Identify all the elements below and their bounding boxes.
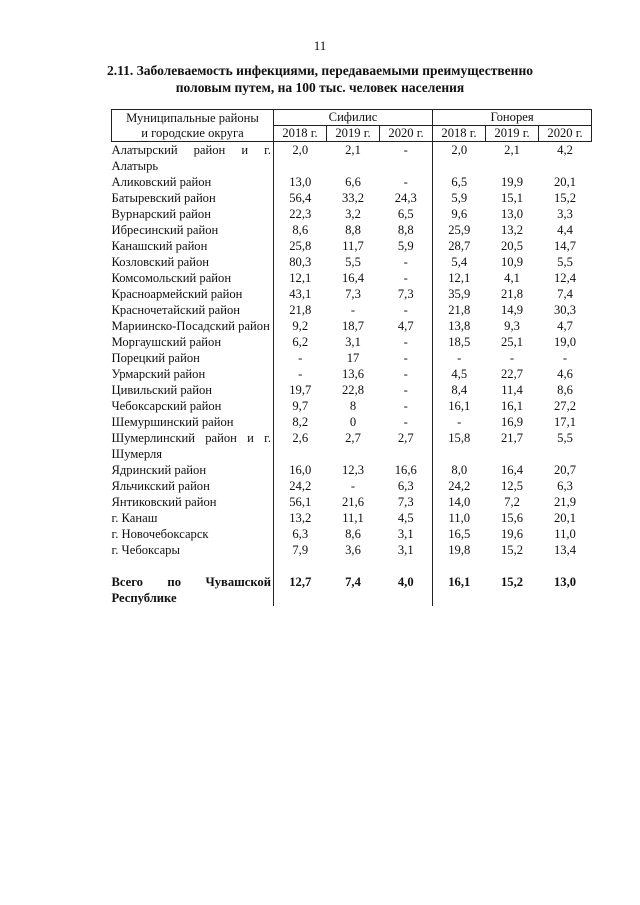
value-cell: 7,4 (557, 287, 573, 301)
district-name: Порецкий район (111, 351, 200, 365)
value-cell: - (274, 366, 327, 382)
title-line-1: 2.11. Заболеваемость инфекциями, передаваемыми преимущественно (107, 63, 533, 78)
value-cell: 2,7 (397, 431, 414, 445)
value-cell: 15,2 (500, 543, 524, 557)
value-cell: 21,8 (274, 302, 327, 318)
value-cell: 25,9 (433, 222, 486, 238)
value-cell: 15,8 (433, 430, 486, 462)
value-cell: 16,4 (500, 463, 524, 477)
value-cell: 2,7 (345, 431, 361, 445)
value-cell: 12,7 (274, 574, 327, 606)
value-cell: 19,7 (274, 382, 327, 398)
district-name: Мариинско-Посадский район (111, 319, 270, 333)
value-cell: 2,0 (274, 142, 327, 175)
district-name: Цивильский район (111, 383, 213, 397)
value-cell: 18,7 (341, 319, 365, 333)
value-cell: 3,3 (557, 207, 573, 221)
value-cell: 43,1 (274, 286, 327, 302)
value-cell: - (403, 303, 408, 317)
value-cell: 11,0 (554, 527, 576, 541)
value-cell: 33,2 (341, 191, 365, 205)
value-cell: 4,7 (557, 319, 573, 333)
value-cell: 16,6 (394, 463, 417, 477)
value-cell: - (350, 479, 356, 493)
district-name: г. Новочебоксарск (111, 527, 209, 541)
value-cell: 13,2 (274, 510, 327, 526)
table-row (112, 142, 592, 175)
value-cell: 21,8 (433, 302, 486, 318)
value-cell: 19,6 (500, 527, 524, 541)
district-name: Урмарский район (111, 367, 206, 381)
table-row (112, 366, 592, 382)
value-cell: 13,0 (274, 174, 327, 190)
value-cell: 24,3 (394, 191, 417, 205)
value-cell: - (403, 335, 408, 349)
spacer-cell (380, 558, 433, 574)
value-cell: 4,2 (557, 143, 573, 157)
value-cell: - (403, 351, 408, 365)
value-cell: 22,3 (274, 206, 327, 222)
value-cell: 8,8 (345, 223, 361, 237)
table-header (112, 110, 592, 142)
table-row (112, 542, 592, 558)
value-cell: 9,6 (433, 206, 486, 222)
value-cell: 25,1 (500, 335, 524, 349)
value-cell: 27,2 (554, 399, 577, 413)
header-year-syphilis-2018: 2018 г. (274, 126, 327, 142)
header-gonorrhea: Гонорея (433, 110, 592, 126)
value-cell: 13,4 (554, 543, 577, 557)
value-cell: 21,7 (500, 431, 524, 445)
header-syphilis: Сифилис (274, 110, 433, 126)
value-cell: 8,2 (274, 414, 327, 430)
value-cell: 15,6 (500, 511, 524, 525)
value-cell: 17,1 (554, 415, 577, 429)
spacer-cell (486, 558, 539, 574)
district-name: Козловский район (111, 255, 209, 269)
value-cell: 9,3 (504, 319, 520, 333)
district-name: Вурнарский район (111, 207, 211, 221)
table-title (100, 62, 540, 96)
value-cell: 7,4 (345, 575, 361, 589)
value-cell: 6,2 (274, 334, 327, 350)
value-cell: 3,1 (397, 527, 414, 541)
value-cell: 2,6 (274, 430, 327, 462)
value-cell: 0 (349, 415, 357, 429)
spacer-cell (539, 558, 592, 574)
value-cell: 12,1 (274, 270, 327, 286)
value-cell: 22,8 (341, 383, 365, 397)
district-name: г. Канаш (111, 511, 158, 525)
value-cell: 5,9 (433, 190, 486, 206)
value-cell: 13,0 (500, 207, 524, 221)
value-cell: - (403, 367, 408, 381)
value-cell: - (274, 350, 327, 366)
spacer-cell (327, 558, 380, 574)
value-cell: 12,3 (341, 463, 365, 477)
header-year-gonorrhea-2020: 2020 г. (539, 126, 592, 142)
page-number: 11 (313, 38, 327, 53)
district-name: Шумерлинский район и г. Шумерля (111, 431, 271, 461)
header-year-gonorrhea-2018: 2018 г. (433, 126, 486, 142)
value-cell: 35,9 (433, 286, 486, 302)
value-cell: 28,7 (433, 238, 486, 254)
value-cell: 19,0 (554, 335, 577, 349)
table-row (112, 382, 592, 398)
value-cell: 4,5 (433, 366, 486, 382)
district-name: Чебоксарский район (111, 399, 222, 413)
value-cell: 4,4 (557, 223, 573, 237)
value-cell: 15,2 (554, 191, 577, 205)
value-cell: 21,8 (500, 287, 524, 301)
table-row (112, 206, 592, 222)
table-row (112, 302, 592, 318)
value-cell: 30,3 (554, 303, 577, 317)
district-name: Моргаушский район (111, 335, 222, 349)
value-cell: 3,1 (397, 543, 414, 557)
value-cell: 6,3 (557, 479, 573, 493)
value-cell: 8,0 (433, 462, 486, 478)
value-cell: 12,5 (500, 479, 524, 493)
value-cell: 6,3 (397, 479, 414, 493)
value-cell: 9,2 (274, 318, 327, 334)
value-cell: 2,1 (504, 143, 520, 157)
value-cell: - (433, 414, 486, 430)
value-cell: 5,5 (557, 255, 573, 269)
district-name: Яльчикский район (111, 479, 210, 493)
district-name: Янтиковский район (111, 495, 217, 509)
spacer-cell (274, 558, 327, 574)
value-cell: 19,9 (500, 175, 524, 189)
value-cell: - (433, 350, 486, 366)
table-row (112, 414, 592, 430)
header-year-gonorrhea-2019: 2019 г. (486, 126, 539, 142)
value-cell: 6,6 (345, 175, 361, 189)
value-cell: 2,1 (345, 143, 361, 157)
value-cell: 13,6 (341, 367, 365, 381)
table-row (112, 254, 592, 270)
value-cell: - (350, 303, 356, 317)
district-name: Алатырский район и г. Алатырь (111, 143, 271, 173)
value-cell: 13,0 (554, 575, 577, 589)
table-row (112, 526, 592, 542)
value-cell: 15,1 (500, 191, 524, 205)
district-name: Аликовский район (111, 175, 212, 189)
value-cell: 16,1 (433, 574, 486, 606)
value-cell: 4,7 (397, 319, 414, 333)
value-cell: 17 (346, 351, 360, 365)
value-cell: - (403, 271, 408, 285)
district-name: Всего по Чувашской Республике (111, 575, 271, 605)
value-cell: 6,5 (397, 207, 414, 221)
value-cell: 56,1 (274, 494, 327, 510)
value-cell: 16,1 (433, 398, 486, 414)
spacer-row (112, 558, 592, 574)
value-cell: 4,1 (504, 271, 520, 285)
district-name: Комсомольский район (111, 271, 232, 285)
table-row (112, 350, 592, 366)
title-line-2: половым путем, на 100 тыс. человек населения (175, 80, 465, 95)
table-row (112, 190, 592, 206)
value-cell: 24,2 (433, 478, 486, 494)
value-cell: 7,9 (274, 542, 327, 558)
value-cell: 24,2 (274, 478, 327, 494)
value-cell: 4,0 (397, 575, 414, 589)
table-row (112, 494, 592, 510)
value-cell: 16,4 (341, 271, 365, 285)
value-cell: 16,5 (433, 526, 486, 542)
spacer-cell (112, 558, 274, 574)
table-row (112, 222, 592, 238)
value-cell: 2,0 (433, 142, 486, 175)
value-cell: 5,9 (397, 239, 414, 253)
table-row (112, 174, 592, 190)
value-cell: 12,4 (554, 271, 577, 285)
value-cell: 6,3 (274, 526, 327, 542)
value-cell: - (403, 399, 408, 413)
value-cell: 3,6 (345, 543, 361, 557)
value-cell: 5,5 (345, 255, 361, 269)
value-cell: 3,1 (345, 335, 361, 349)
header-municipality (112, 110, 274, 142)
table-row (112, 398, 592, 414)
value-cell: 13,2 (500, 223, 524, 237)
value-cell: 6,5 (433, 174, 486, 190)
value-cell: 11,7 (342, 239, 364, 253)
value-cell: 11,4 (501, 383, 523, 397)
value-cell: 22,7 (500, 367, 524, 381)
value-cell: 4,5 (397, 511, 414, 525)
value-cell: 80,3 (274, 254, 327, 270)
value-cell: - (403, 415, 408, 429)
value-cell: 18,5 (433, 334, 486, 350)
table-row (112, 462, 592, 478)
value-cell: 20,7 (554, 463, 577, 477)
value-cell: 10,9 (500, 255, 524, 269)
value-cell: 8,6 (557, 383, 573, 397)
value-cell: 14,9 (500, 303, 524, 317)
table-row (112, 478, 592, 494)
value-cell: 8,8 (397, 223, 414, 237)
header-municipality-line-1: Муниципальные районы (126, 110, 259, 125)
value-cell: 16,9 (500, 415, 524, 429)
value-cell: 21,6 (341, 495, 365, 509)
table-row (112, 510, 592, 526)
value-cell: 12,1 (433, 270, 486, 286)
value-cell: 8,4 (433, 382, 486, 398)
value-cell: 56,4 (274, 190, 327, 206)
spacer-cell (433, 558, 486, 574)
value-cell: 16,1 (500, 399, 524, 413)
value-cell: 5,5 (557, 431, 573, 445)
value-cell: 8,6 (345, 527, 361, 541)
value-cell: 7,3 (397, 495, 414, 509)
value-cell: 19,8 (433, 542, 486, 558)
district-name: Ядринский район (111, 463, 207, 477)
value-cell: 7,2 (504, 495, 520, 509)
value-cell: - (403, 255, 408, 269)
table-row (112, 430, 592, 462)
value-cell: - (562, 351, 568, 365)
value-cell: 8 (349, 399, 357, 413)
value-cell: 9,7 (274, 398, 327, 414)
total-row (112, 574, 592, 606)
header-municipality-line-2: и городские округа (141, 125, 244, 140)
value-cell: 16,0 (274, 462, 327, 478)
incidence-table (111, 109, 592, 606)
district-name: Канашский район (111, 239, 208, 253)
value-cell: 14,7 (554, 239, 577, 253)
table-row (112, 286, 592, 302)
value-cell: - (403, 143, 408, 157)
value-cell: 25,8 (274, 238, 327, 254)
value-cell: 14,0 (433, 494, 486, 510)
value-cell: 21,9 (554, 495, 577, 509)
value-cell: 4,6 (557, 367, 573, 381)
district-name: Красноармейский район (111, 287, 243, 301)
district-name: Шемуршинский район (111, 415, 234, 429)
value-cell: 3,2 (345, 207, 361, 221)
table-row (112, 238, 592, 254)
value-cell: 20,1 (554, 175, 577, 189)
value-cell: - (403, 175, 408, 189)
value-cell: 11,1 (342, 511, 364, 525)
value-cell: 8,6 (274, 222, 327, 238)
table-body (112, 142, 592, 607)
table-row (112, 334, 592, 350)
district-name: г. Чебоксары (111, 543, 180, 557)
value-cell: 11,0 (433, 510, 486, 526)
table-row (112, 270, 592, 286)
value-cell: - (509, 351, 515, 365)
value-cell: 13,8 (433, 318, 486, 334)
header-year-syphilis-2020: 2020 г. (380, 126, 433, 142)
value-cell: 7,3 (397, 287, 414, 301)
value-cell: 7,3 (345, 287, 361, 301)
district-name: Красночетайский район (111, 303, 240, 317)
value-cell: 5,4 (433, 254, 486, 270)
value-cell: 15,2 (500, 575, 524, 589)
value-cell: 20,5 (500, 239, 524, 253)
value-cell: - (403, 383, 408, 397)
district-name: Ибресинский район (111, 223, 219, 237)
value-cell: 20,1 (554, 511, 577, 525)
district-name: Батыревский район (111, 191, 216, 205)
table-row (112, 318, 592, 334)
header-year-syphilis-2019: 2019 г. (327, 126, 380, 142)
